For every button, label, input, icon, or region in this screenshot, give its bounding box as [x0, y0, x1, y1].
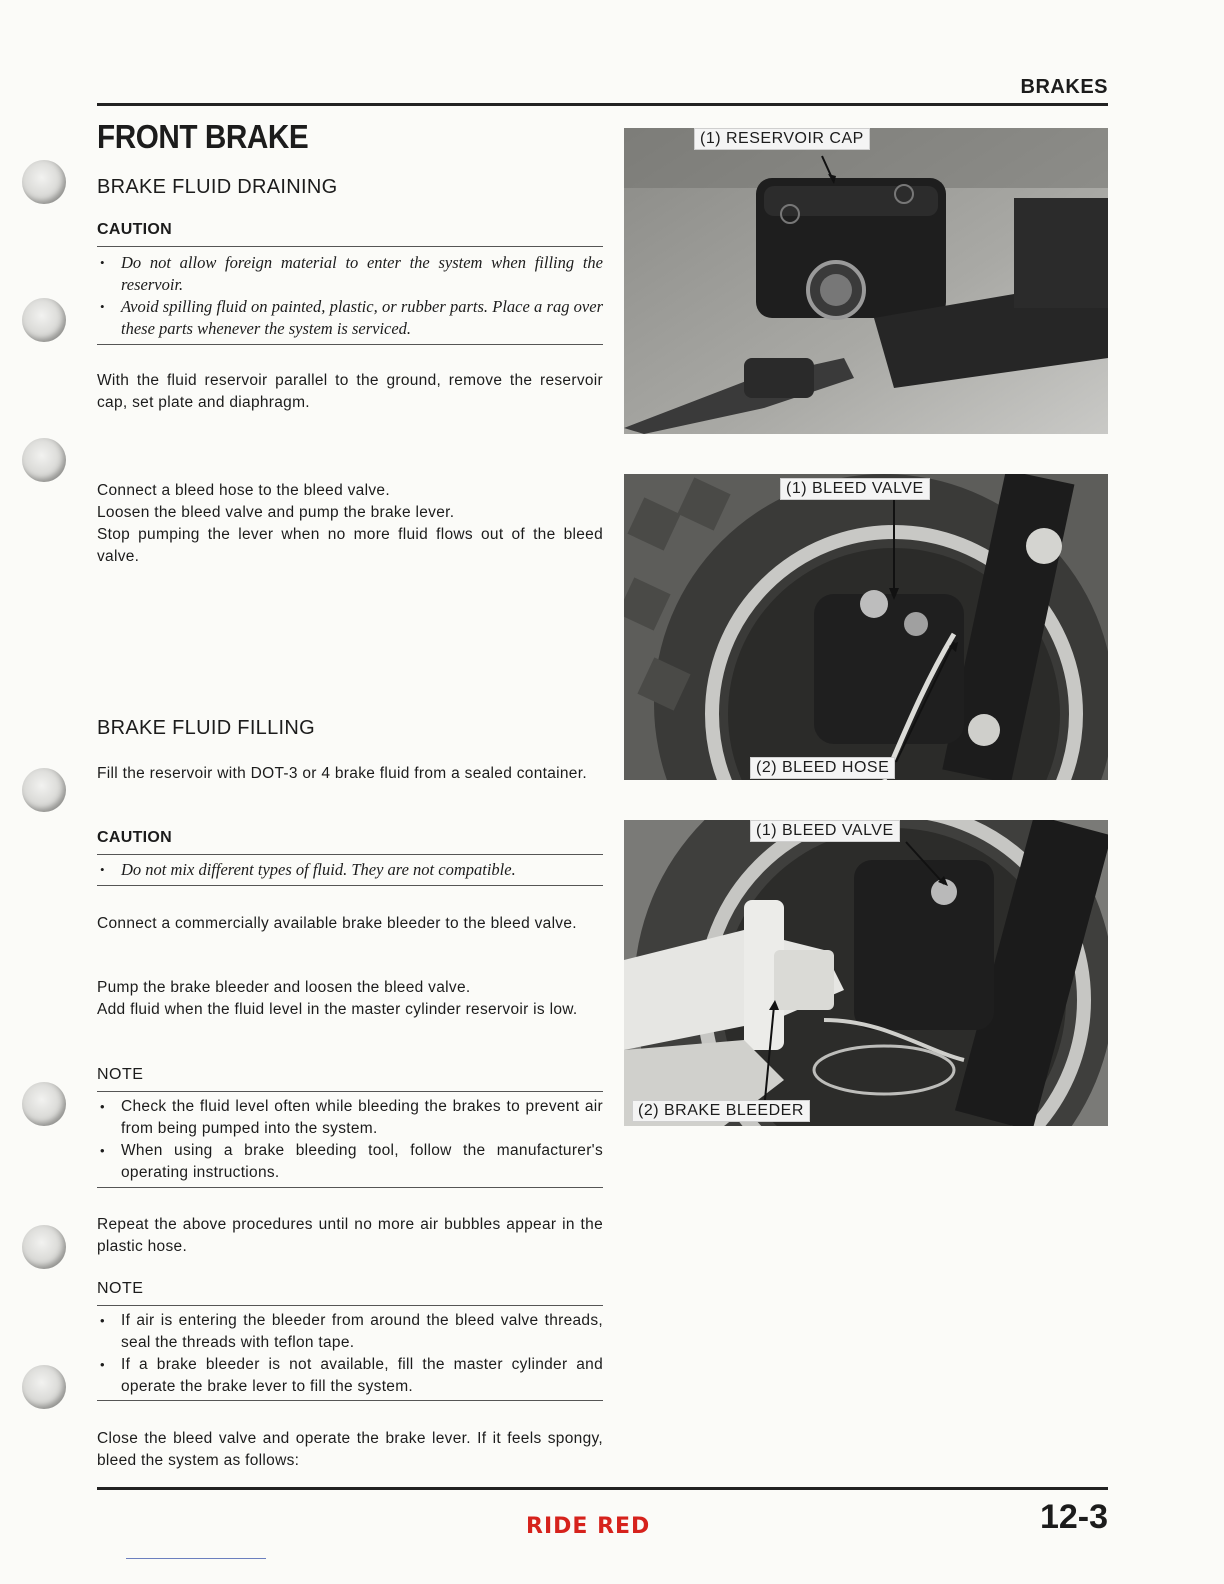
callout-bleed-hose: (2) BLEED HOSE — [750, 757, 895, 779]
note-item: • If a brake bleeder is not available, fill the master cylinder and operate the brake lever to fill the system. — [97, 1354, 603, 1398]
text-line: Add fluid when the fluid level in the master cylinder reservoir is low. — [97, 1001, 578, 1018]
filling-heading: BRAKE FLUID FILLING — [97, 717, 315, 739]
footer-rule — [97, 1487, 1108, 1490]
header-rule — [97, 103, 1108, 106]
caution-label: CAUTION — [97, 829, 172, 846]
caution-label: CAUTION — [97, 221, 172, 238]
caution-list — [97, 252, 603, 340]
draining-para-2 — [97, 480, 603, 568]
filling-para-1: Fill the reservoir with DOT-3 or 4 brake fluid from a sealed container. — [97, 765, 587, 782]
caution-rule-bottom — [97, 344, 603, 345]
caution-rule-top — [97, 854, 603, 855]
note-label: NOTE — [97, 1066, 144, 1083]
filling-para-5: Close the bleed valve and operate the brake lever. If it feels spongy, bleed the system as follows: — [97, 1430, 603, 1469]
bottom-edge-line — [126, 1558, 266, 1559]
filling-para-4: Repeat the above procedures until no more air bubbles appear in the plastic hose. — [97, 1216, 603, 1255]
note-list — [97, 1096, 603, 1184]
callout-reservoir-cap: (1) RESERVOIR CAP — [694, 128, 870, 150]
caution-list — [97, 859, 603, 881]
caution-rule-top — [97, 246, 603, 247]
binder-hole — [22, 1365, 66, 1409]
text-line: Stop pumping the lever when no more fluid flows out of the bleed valve. — [97, 526, 603, 565]
caution-rule-bottom — [97, 885, 603, 886]
note-label: NOTE — [97, 1280, 144, 1297]
caution-item: • Do not allow foreign material to enter the system when filling the reservoir. — [97, 252, 603, 296]
text-line: Loosen the bleed valve and pump the brake lever. — [97, 504, 455, 521]
callout-bleed-valve: (1) BLEED VALVE — [750, 820, 900, 842]
filling-para-2: Connect a commercially available brake bleeder to the bleed valve. — [97, 915, 577, 932]
bleed-hose-photo-illustration — [624, 474, 1108, 780]
page-number: 12-3 — [1039, 1498, 1108, 1536]
note-item: • Check the fluid level often while bleeding the brakes to prevent air from being pumped into the system. — [97, 1096, 603, 1140]
figure-bleed-hose-photo — [624, 474, 1108, 780]
draining-heading: BRAKE FLUID DRAINING — [97, 176, 338, 198]
note-rule-bottom — [97, 1187, 603, 1188]
binder-hole — [22, 160, 66, 204]
note-list — [97, 1310, 603, 1398]
reservoir-photo-illustration — [624, 128, 1108, 434]
draining-para-1: With the fluid reservoir parallel to the ground, remove the reservoir cap, set plate and diaphragm. — [97, 372, 603, 411]
section-label: BRAKES — [1020, 76, 1108, 98]
note-rule-top — [97, 1305, 603, 1306]
footer-brand-logo: RIDE RED — [526, 1514, 651, 1539]
note-rule-top — [97, 1091, 603, 1092]
filling-para-3 — [97, 977, 603, 1021]
caution-item: • Do not mix different types of fluid. They are not compatible. — [97, 859, 603, 881]
callout-bleed-valve: (1) BLEED VALVE — [780, 478, 930, 500]
binder-hole — [22, 1082, 66, 1126]
caution-item: • Avoid spilling fluid on painted, plastic, or rubber parts. Place a rag over these parts whenever the system is serviced. — [97, 296, 603, 340]
binder-hole — [22, 438, 66, 482]
note-rule-bottom — [97, 1400, 603, 1401]
binder-hole — [22, 298, 66, 342]
text-line: Pump the brake bleeder and loosen the bleed valve. — [97, 979, 471, 996]
callout-brake-bleeder: (2) BRAKE BLEEDER — [632, 1100, 810, 1122]
note-item: • If air is entering the bleeder from around the bleed valve threads, seal the threads with teflon tape. — [97, 1310, 603, 1354]
page-title: FRONT BRAKE — [97, 118, 309, 155]
note-item: • When using a brake bleeding tool, follow the manufacturer's operating instructions. — [97, 1140, 603, 1184]
figure-brake-bleeder-photo — [624, 820, 1108, 1126]
text-line: Connect a bleed hose to the bleed valve. — [97, 482, 390, 499]
figure-reservoir-cap-photo — [624, 128, 1108, 434]
brake-bleeder-photo-illustration — [624, 820, 1108, 1126]
binder-hole — [22, 1225, 66, 1269]
binder-hole — [22, 768, 66, 812]
